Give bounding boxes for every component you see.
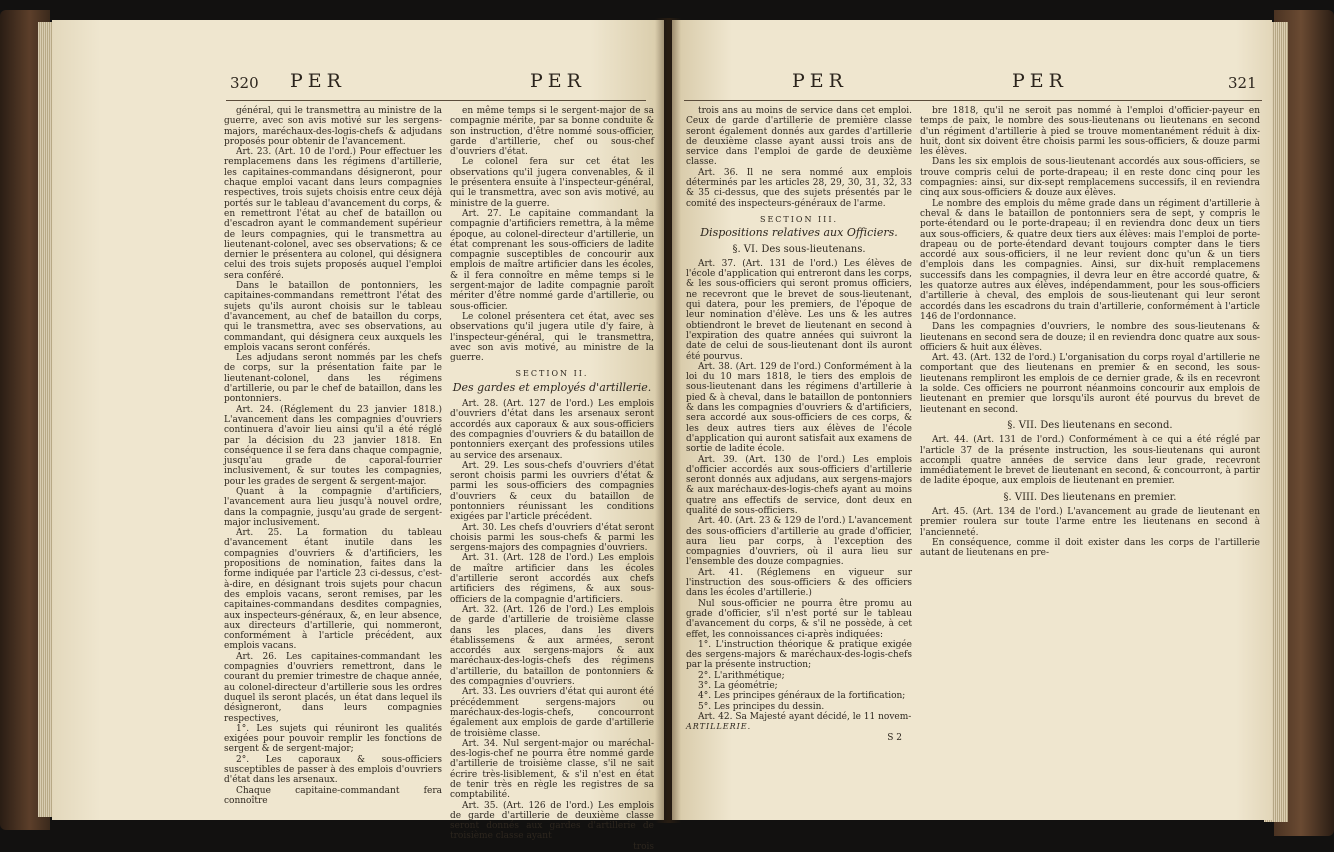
paragraph: En conséquence, comme il doit exister dans les corps de l'artillerie autant de lieutenans en pre- (920, 537, 1260, 559)
paragraph: général, qui le transmettra au ministre de la guerre, avec son avis motivé sur les sergens-majors, maréchaux-des-logis-chefs & adjudans proposés pour obtenir de l'avancement. (224, 106, 442, 147)
paragraph: Art. 26. Les capitaines-commandant les compagnies d'ouvriers remettront, dans le courant du premier trimestre de chaque année, au colonel-directeur d'artillerie sous les ordres duquel ils seront placés, un état dans lequel ils désigneront, dans leurs compagnies respectives, (224, 651, 442, 724)
section-heading: SECTION III. (759, 214, 839, 224)
head-rule (226, 100, 646, 101)
paragraph: Art. 44. (Art. 131 de l'ord.) Conformément à ce qui a été réglé par l'article 37 de la présente instruction, les sous-lieutenans qui auront accompli quatre années de service dans leur grade, recevront immédiatement le brevet de lieutenant en second, & concourront, à partir de ladite époque, aux emplois de lieutenant en premier. (920, 435, 1260, 487)
paragraph: Dans le bataillon de pontonniers, les capitaines-commandans remettront l'état des sujets qu'ils auront choisis sur le tableau d'avancement, au chef de bataillon du corps, qui le transmettra, avec ses observations, au commandant, qui désignera ceux auxquels les emplois vacans seront conférés. (224, 281, 442, 353)
signature-number: S 2 (887, 732, 902, 743)
paragraph: Art. 38. (Art. 129 de l'ord.) Conformément à la loi du 10 mars 1818, le tiers des emplois de sous-lieutenant dans les régimens d'artillerie à pied & à cheval, dans le bataillon de pontonniers & dans les compagnies d'ouvriers & d'artificiers, sera accordé aux sous-officiers de ces corps, & les deux autres tiers aux élèves de l'école d'application qui auront satisfait aux examens de sortie de ladite école. (686, 361, 912, 455)
paragraph: Art. 42. Sa Majesté ayant décidé, le 11 novem- (698, 711, 912, 722)
paragraph: Le colonel présentera cet état, avec ses observations qu'il jugera utile d'y faire, à l'inspecteur-général, qui le transmettra, avec son avis motivé, au ministre de la guerre. (450, 311, 654, 364)
paragraph: Le nombre des emplois du même grade dans un régiment d'artillerie à cheval & dans le bataillon de pontonniers sera de sept, y compris le porte-étendard ou le porte-drapeau; il en reviendra donc deux un tiers aux sous-officiers, & quatre deux tiers aux élèves: mais l'emploi de porte-drapeau ou de porte-étendard devant toujours compter dans le tiers accordé aux sous-officiers, il ne leur revient donc qu'un & un tiers d'emplois dans les compagnies. Ainsi, sur dix-huit remplacemens successifs dans les compagnies, il devra leur en être accordé quatre, & les quatorze autres aux élèves, indépendamment, pour les sous-officiers d'artillerie à cheval, des emplois de sous-lieutenant qui leur seront accordés dans les escadrons du train d'artillerie, conformément à l'article 146 de l'ordonnance. (920, 198, 1260, 322)
paragraph: Chaque capitaine-commandant fera connoître (224, 785, 442, 806)
paragraph: Nul sous-officier ne pourra être promu au grade d'officier, s'il n'est porté sur le tableau d'avancement du corps, & s'il ne possède, à cet effet, les connoissances ci-après indiquées: (686, 598, 912, 640)
paragraph: Art. 41. (Réglemens en vigueur sur l'instruction des sous-officiers & des officiers dans les écoles d'artillerie.) (686, 567, 912, 599)
paragraph: Art. 32. (Art. 126 de l'ord.) Les emplois de garde d'artillerie de troisième classe dans les places, dans les divers établissemens & aux armées, seront accordés aux sergens-majors & aux maréchaux-des-logis-chefs des régimens d'artillerie, du bataillon de pontonniers & des compagnies d'ouvriers. (450, 604, 654, 688)
section-heading: SECTION II. (515, 369, 589, 379)
paragraph: Dans les six emplois de sous-lieutenant accordés aux sous-officiers, se trouve compris celui de porte-drapeau; il en reste donc cinq pour les compagnies: ainsi, sur dix-sept remplacemens successifs, il en reviendra cinq aux sous-officiers & douze aux élèves. (920, 157, 1260, 199)
paragraph: Art. 39. (Art. 130 de l'ord.) Les emplois d'officier accordés aux sous-officiers d'artillerie seront donnés aux adjudans, aux sergens-majors & aux maréchaux-des-logis-chefs ayant au moins quatre ans effectifs de service, dont deux en qualité de sous-officiers. (686, 454, 912, 516)
text-column (224, 106, 442, 806)
paragraph-heading: §. VI. Des sous-lieutenans. (732, 243, 866, 255)
paragraph: Art. 28. (Art. 127 de l'ord.) Les emplois d'ouvriers d'état dans les arsenaux seront accordés aux caporaux & aux sous-officiers des compagnies d'ouvriers & du bataillon de pontonniers exerçant des professions utiles au service des arsenaux. (450, 399, 654, 461)
paragraph: Les adjudans seront nommés par les chefs de corps, sur la présentation faite par le lieutenant-colonel, dans les régimens d'artillerie, ou par le chef de bataillon, dans les pontonniers. (224, 353, 442, 405)
left-page (52, 20, 664, 852)
book-gutter (655, 18, 681, 823)
running-head: PER (530, 70, 586, 92)
paragraph: Art. 29. Les sous-chefs d'ouvriers d'état seront choisis parmi les ouvriers d'état & parmi les sous-officiers des compagnies d'ouvriers & ceux du bataillon de pontonniers réunissant les conditions exigées par l'article précédent. (450, 460, 654, 523)
paragraph-heading: §. VIII. Des lieutenans en premier. (1003, 491, 1177, 503)
paragraph: 1°. Les sujets qui réuniront les qualités exigées pour pouvoir remplir les fonctions de sergent & de sergent-major; (224, 723, 442, 755)
paragraph: 5°. Les principes du dessin. (698, 701, 825, 712)
text-column (920, 106, 1260, 558)
paragraph: trois ans au moins de service dans cet emploi. Ceux de garde d'artillerie de première classe seront également donnés aux gardes d'artillerie de deuxième classe ayant aussi trois ans de service dans l'emploi de garde de deuxième classe. (686, 106, 912, 168)
page-number: 320 (230, 74, 259, 92)
paragraph: Dans les compagnies d'ouvriers, le nombre des sous-lieutenans & lieutenans en second sera de douze; il en reviendra donc quatre aux sous-officiers & huit aux élèves. (920, 322, 1260, 353)
paragraph: Art. 24. (Réglement du 23 janvier 1818.) L'avancement dans les compagnies d'ouvriers continuera d'avoir lieu ainsi qu'il a été réglé par la décision du 23 janvier 1818. En conséquence il se fera dans chaque compagnie, jusqu'au grade de caporal-fourrier inclusivement, & sur toutes les compagnies, pour les grades de sergent & sergent-major. (224, 404, 442, 487)
running-head: PER (290, 70, 346, 92)
paragraph: Art. 25. La formation du tableau d'avancement étant inutile dans les compagnies d'ouvriers & d'artificiers, les propositions de nomination, faites dans la forme indiquée par l'article 23 ci-dessus, c'est-à-dire, en désignant trois sujets pour chacun des emplois vacans, seront remises, par les capitaines-commandans desdites compagnies, aux inspecteurs-généraux, &, en leur absence, aux directeurs d'artillerie, qui nommeront, conformément à l'article précédent, aux emplois vacans. (224, 528, 442, 652)
paragraph: Art. 30. Les chefs d'ouvriers d'état seront choisis parmi les sous-chefs & parmi les sergens-majors des compagnies d'ouvriers. (450, 522, 654, 554)
paragraph: Art. 23. (Art. 10 de l'ord.) Pour effectuer les remplacemens dans les régimens d'artillerie, les capitaines-commandans désigneront, pour chaque emploi vacant dans leurs compagnies respectives, trois sujets choisis entre ceux déjà portés sur le tableau d'avancement du corps, & en remettront l'état au chef de bataillon ou d'escadron ayant le commandement supérieur de leurs compagnies, qui le transmettra au lieutenant-colonel, avec ses observations; & ce dernier le présentera au colonel, qui désignera celui des trois sujets proposés auquel l'emploi sera conféré. (224, 147, 442, 281)
paragraph: 3°. La géométrie; (698, 681, 778, 692)
paragraph-heading: §. VII. Des lieutenans en second. (1007, 419, 1173, 431)
running-head: PER (1012, 70, 1068, 92)
paragraph: Art. 33. Les ouvriers d'état qui auront été précédemment sergens-majors ou maréchaux-des-logis-chefs, concourront également aux emplois de garde d'artillerie de troisième classe. (450, 687, 654, 739)
paragraph: 1°. L'instruction théorique & pratique exigée des sergens-majors & maréchaux-des-logis-chefs par la présente instruction; (686, 639, 912, 671)
paragraph: 2°. L'arithmétique; (698, 670, 785, 681)
section-title: Dispositions relatives aux Officiers. (700, 226, 898, 240)
right-page (672, 20, 1272, 820)
paragraph: Art. 31. (Art. 128 de l'ord.) Les emplois de maître artificier dans les écoles d'artillerie seront accordés aux chefs artificiers des régimens, & aux sous-officiers de la compagnie d'artificiers. (450, 553, 654, 605)
paragraph: en même temps si le sergent-major de sa compagnie mérite, par sa bonne conduite & son instruction, d'être nommé sous-officier, garde d'artillerie, chef ou sous-chef d'ouvriers d'état. (450, 106, 654, 158)
paragraph: Art. 45. (Art. 134 de l'ord.) L'avancement au grade de lieutenant en premier roulera sur toute l'arme entre les lieutenans en second à l'ancienneté. (920, 506, 1260, 538)
paragraph: Art. 43. (Art. 132 de l'ord.) L'organisation du corps royal d'artillerie ne comportant que des lieutenans en premier & en second, les sous-lieutenans rempliront les emplois de ce dernier grade, & ils en recevront la solde. Ces officiers ne pourront néanmoins concourir aux emplois de lieutenant en premier que lorsqu'ils auront été pourvus du brevet de lieutenant en second. (920, 353, 1260, 415)
paragraph: Art. 37. (Art. 131 de l'ord.) Les élèves de l'école d'application qui entreront dans les corps, & les sous-officiers qui seront promus officiers, ne recevront que le brevet de sous-lieutenant, qui datera, pour les premiers, de l'époque de leur nomination d'élève. Les uns & les autres obtiendront le brevet de lieutenant en second à l'expiration des quatre années qui suivront la date de celui de sous-lieutenant dont ils auront été pourvus. (686, 258, 912, 362)
paragraph: Le colonel fera sur cet état les observations qu'il jugera convenables, & il le présentera ensuite à l'inspecteur-général, qui le transmettra, avec son avis motivé, au ministre de la guerre. (450, 157, 654, 209)
paragraph: Quant à la compagnie d'artificiers, l'avancement aura lieu jusqu'à nouvel ordre, dans la compagnie, jusqu'au grade de sergent-major inclusivement. (224, 486, 442, 528)
catchword: trois (633, 841, 654, 852)
paragraph: Art. 36. Il ne sera nommé aux emplois déterminés par les articles 28, 29, 30, 31, 32, 33 & 35 ci-dessus, que des sujets présentés par le comité des inspecteurs-généraux de l'arme. (686, 167, 912, 209)
page-number: 321 (1228, 74, 1257, 92)
paragraph: Art. 40. (Art. 23 & 129 de l'ord.) L'avancement des sous-officiers d'artillerie au grade d'officier, aura lieu par corps, à l'exception des compagnies d'ouvriers, où il aura lieu sur l'ensemble des douze compagnies. (686, 516, 912, 568)
paragraph: 2°. Les caporaux & sous-officiers susceptibles de passer à des emplois d'ouvriers d'état dans les arsenaux. (224, 754, 442, 786)
paragraph: Art. 27. Le capitaine commandant la compagnie d'artificiers remettra, à la même époque, au colonel-directeur d'artillerie, un état comprenant les sous-officiers de ladite compagnie susceptibles de concourir aux emplois de maître artificier dans les écoles, & il fera connoître en même temps si le sergent-major de ladite compagnie paroît mériter d'être nommé garde d'artillerie, ou sous-officier. (450, 208, 654, 312)
text-column (686, 106, 912, 743)
signature-mark: ARTILLERIE. (686, 722, 752, 732)
section-title: Des gardes et employés d'artillerie. (452, 380, 652, 394)
head-rule (684, 100, 1262, 101)
paragraph: 4°. Les principes généraux de la fortification; (698, 691, 906, 702)
running-head: PER (792, 70, 848, 92)
text-column (450, 106, 654, 852)
paragraph: Art. 35. (Art. 126 de l'ord.) Les emplois de garde d'artillerie de deuxième classe seront donnés aux gardes d'artillerie de troisième classe ayant (450, 800, 654, 842)
paragraph: Art. 34. Nul sergent-major ou maréchal-des-logis-chef ne pourra être nommé garde d'artillerie de troisième classe, s'il ne sait écrire très-lisiblement, & s'il n'est en état de tenir très en règle les registres de sa comptabilité. (450, 738, 654, 801)
paragraph: bre 1818, qu'il ne seroit pas nommé à l'emploi d'officier-payeur en temps de paix, le nombre des sous-lieutenans ou lieutenans en second d'un régiment d'artillerie à pied se trouve momentanément réduit à dix-huit, dont six doivent être choisis parmi les sous-officiers, & douze parmi les élèves. (920, 106, 1260, 158)
